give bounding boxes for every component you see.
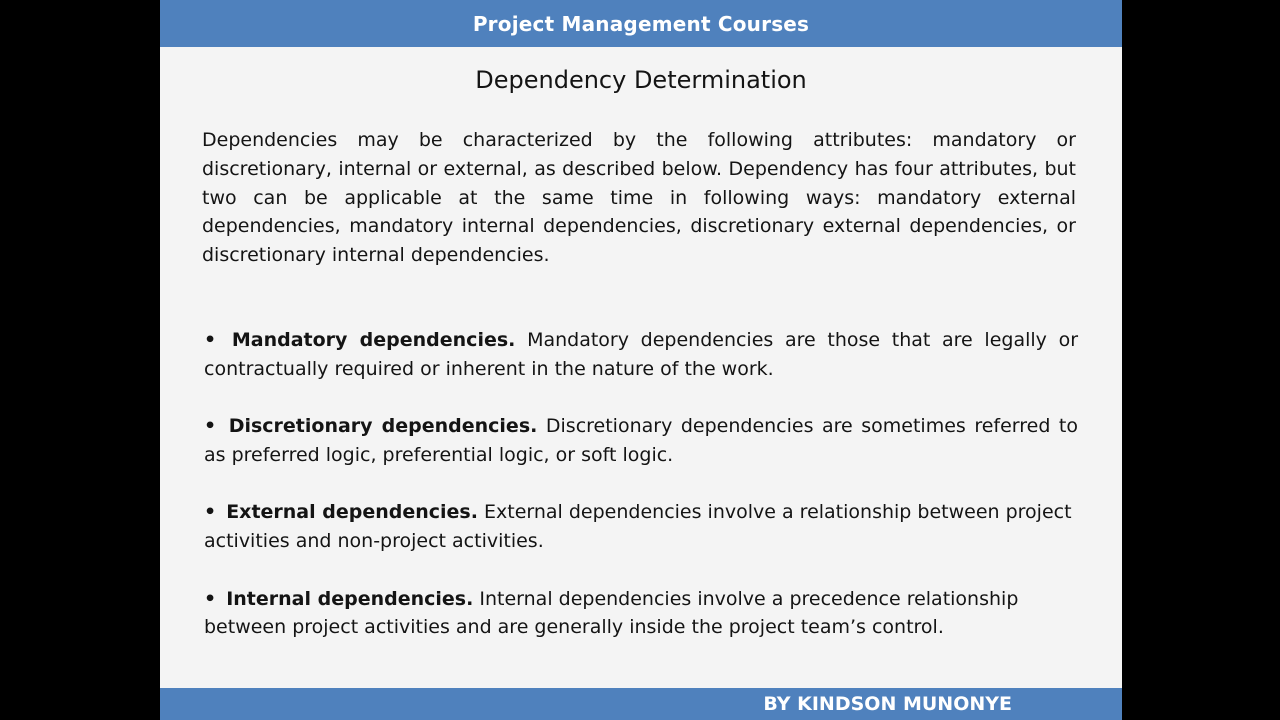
header-bar <box>160 0 1122 47</box>
bullet-list <box>204 326 1078 671</box>
bullet-item-external <box>204 498 1078 556</box>
bullet-term: Internal dependencies. <box>226 587 474 610</box>
bullet-icon: • <box>204 501 217 524</box>
intro-paragraph: Dependencies may be characterized by the following attributes: mandatory or discretionary, internal or external, as described below. Dependency has four attributes, but two can be applicable at the same time in following ways: mandatory external dependencies, mandatory internal dependencies, discretionary external dependencies, or discretionary internal dependencies. <box>202 129 1076 267</box>
bullet-term: Discretionary dependencies. <box>228 415 538 438</box>
bullet-text: External dependencies involve a relationship between project activities and non-project activities. <box>204 501 1072 553</box>
bullet-item-internal <box>204 585 1078 643</box>
bullet-icon: • <box>204 415 217 438</box>
bullet-item-discretionary <box>204 412 1078 470</box>
bullet-text: Internal dependencies involve a precedence relationship between project activities and are generally inside the project team’s control. <box>204 587 1019 639</box>
header-title: Project Management Courses <box>472 11 810 36</box>
footer-author: BY KINDSON MUNONYE <box>763 693 1012 715</box>
slide-title: Dependency Determination <box>475 66 807 94</box>
bullet-text: Discretionary dependencies are sometimes referred to as preferred logic, preferential logic, or soft logic. <box>204 415 1079 466</box>
footer-bar <box>160 688 1122 720</box>
bullet-icon: • <box>204 329 217 351</box>
slide <box>160 0 1122 720</box>
bullet-text: Mandatory dependencies are those that are legally or contractually required or inherent in the nature of the work. <box>204 329 1079 380</box>
bullet-term: External dependencies. <box>226 501 478 524</box>
bullet-item-mandatory <box>204 326 1078 384</box>
bullet-term: Mandatory dependencies. <box>231 329 516 351</box>
bullet-icon: • <box>204 587 217 610</box>
